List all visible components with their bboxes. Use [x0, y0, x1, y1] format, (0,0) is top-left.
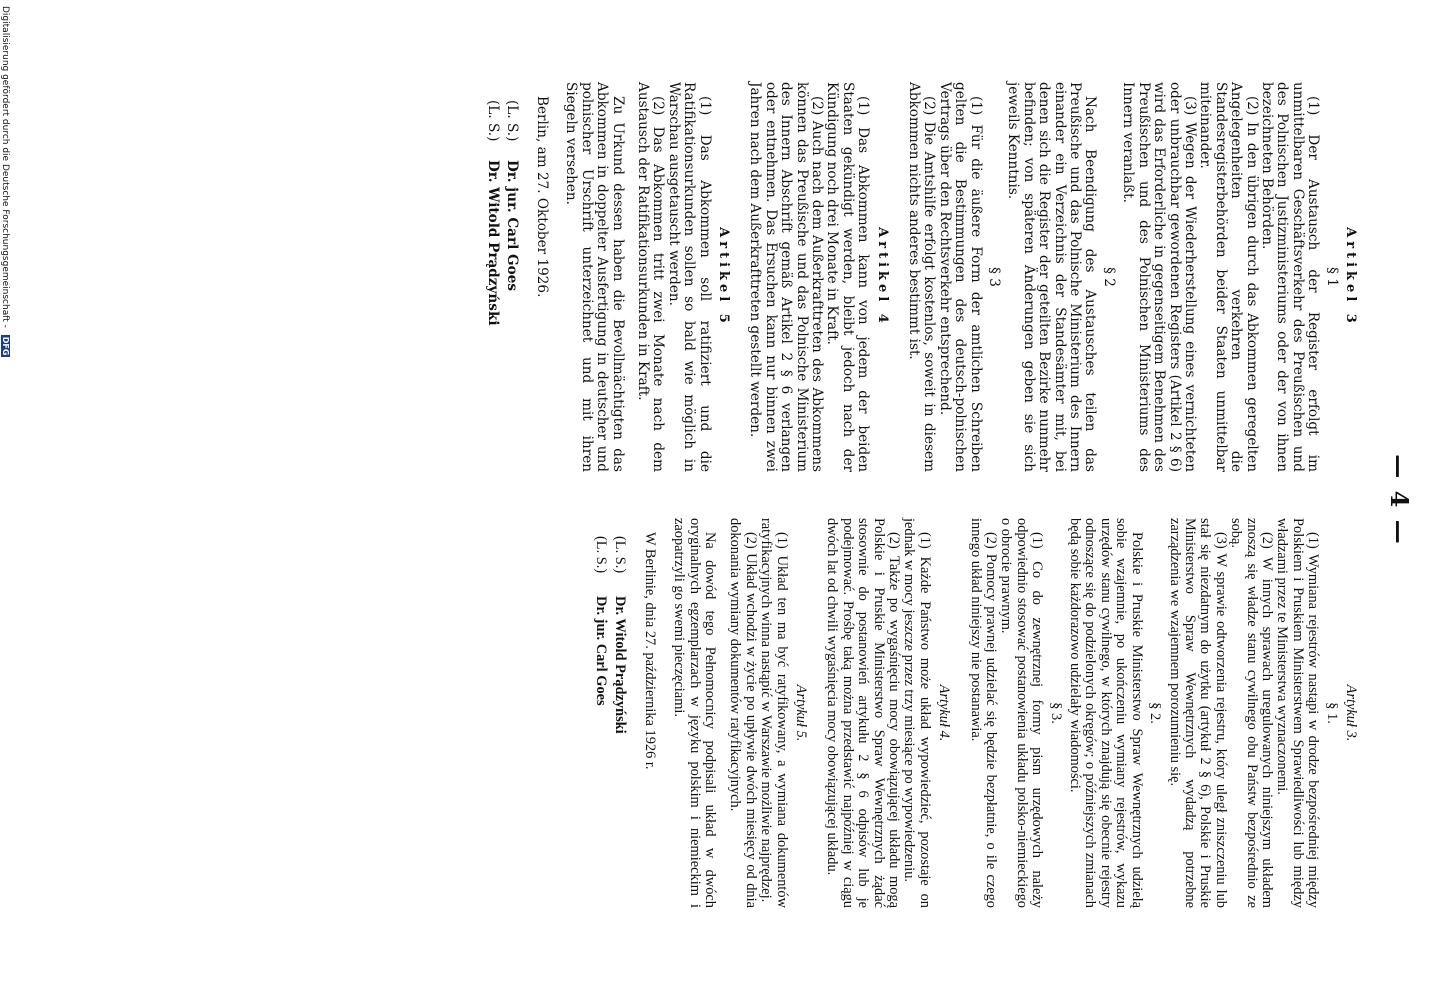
german-section2-heading: § 2 [1100, 267, 1117, 287]
polish-a5-paragraph1: (1) Układ ten ma być ratyfikowany, a wymiana dokumentów ratyfikacyjnych winna nastąpić w Warszawie możliwie najprędzej. [758, 518, 790, 908]
german-s3-paragraph2: (2) Die Amtshilfe erfolgt kostenlos, soweit in diesem Abkommen nichts anderes bestimmt ist. [906, 82, 938, 472]
german-section1-heading: § 1 [1323, 267, 1340, 287]
polish-section2-heading: § 2. [1147, 702, 1164, 724]
polish-place-date: W Berlinie, dnia 27. października 1926 r. [641, 532, 658, 770]
german-signature-row-1 [504, 82, 519, 472]
signer-name: Dr. jur. Carl Goes [592, 596, 609, 706]
german-s1-paragraph2: (2) In den übrigen durch das Abkommen geregelten Angelegenheiten verkehren die Standesregisterbehörden beider Staaten unmittelbar miteinander. [1197, 82, 1260, 472]
polish-s1-paragraph1: (1) Wymiana rejestrów nastąpi w drodze bezpośredniej między Polskiem i Pruskiem Ministerstwem Sprawiedliwości lub między władzami przez te Ministerstwa wyznaczonemi. [1274, 518, 1322, 908]
german-a4-paragraph2: (2) Auch nach dem Außerkrafttreten des Abkommens können das Preußische und das Polnische Ministerium des Innern Abschrift gemäß Artikel 2 § 6 verlangen oder entnehmen. Das Ersuchen kann nur binnen zwei Jahren nach dem Außerkrafttreten gestellt werden. [747, 82, 825, 472]
polish-article5-heading: Artykuł 5. [793, 684, 809, 742]
german-section3-heading: § 3 [986, 267, 1003, 287]
signer-name: Dr. Witold Prądzyński [485, 160, 502, 326]
polish-article3-heading: Artykuł 3. [1343, 684, 1359, 742]
dfg-logo: DFG [1, 336, 10, 356]
polish-s1-paragraph2: (2) W innych sprawach uregulowanych niniejszym układem znoszą się władze stanu cywilnego obu Państw bezpośrednio ze sobą. [1228, 518, 1275, 908]
polish-closing-paragraph: Na dowód tego Pełnomocnicy podpisali układ w dwóch oryginalnych egzemplarzach w języku polskim i niemieckim i zaopatrzyli go swemi pieczęciami. [671, 518, 718, 908]
seal-mark: (L. S.) [612, 536, 629, 574]
german-s2-paragraph1: Nach Beendigung des Austausches teilen das Preußische und das Polnische Ministerium des Innern einander ein Verzeichnis der Standesämter mit, bei denen sich die Register der geteilten Bezirke nunmehr befinden; von späteren Änderungen geben sie sich jeweils Kenntnis. [1005, 82, 1099, 472]
polish-a4-paragraph2: (2) Także po wygaśnięciu mocy obowiązującej układu mogą Polskie i Pruskie Ministerstwo Spraw Wewnętrznych żądać stosownie do postanowień artykułu 2 § 6 odpisów lub je podejmować. Prośbę taką można przedstawić najpóźniej w ciągu dwóch lat od chwili wygaśnięcia mocy obowiązującej układu. [824, 518, 903, 908]
polish-s2-paragraph1: Polskie i Pruskie Ministerstwo Spraw Wewnętrznych udzielą sobie wzajemnie, po ukończeniu wymiany rejestrów, wykazu urzędów stanu cywilnego, w których znajdują się obecnie rejestry odnoszące się do podzielonych okręgów; o późniejszych zmianach będą sobie każdorazowo udzielały wiadomości. [1067, 518, 1145, 908]
german-article3-heading: Artikel 3 [1343, 227, 1358, 327]
german-article5-heading: Artikel 5 [715, 227, 731, 327]
polish-signature-row-2 [593, 518, 608, 908]
polish-s3-paragraph1: (1) Co do zewnętrznej formy pism urzędowych należy odpowiednio stosować postanowienia układu polsko-niemieckiego o obrocie prawnym. [998, 518, 1046, 908]
signer-name: Dr. jur. Carl Goes [504, 160, 521, 292]
page-number: — 4 — [1385, 454, 1414, 546]
digitization-footer [0, 0, 10, 1006]
german-s1-paragraph1: (1) Der Austausch der Register erfolgt im unmittelbaren Geschäftsverkehr des Preußischen und des Polnischen Justizministeriums oder der von ihnen bezeichneten Behörden. [1258, 82, 1322, 472]
seal-mark: (L. S.) [592, 536, 609, 574]
german-place-date: Berlin, am 27. Oktober 1926. [533, 96, 550, 298]
german-article4-heading: Artikel 4 [874, 227, 890, 327]
german-s1-paragraph3: (3) Wegen der Wiederherstellung eines vernichteten oder unbrauchbar gewordenen Registers (Artikel 2 § 6) wird das Erforderliche in gegenseitigem Benehmen des Preußischen und des Polnischen Ministeriums des Innern veranlaßt. [1120, 82, 1198, 472]
seal-mark: (L. S.) [485, 100, 502, 142]
german-closing-paragraph: Zu Urkund dessen haben die Bevollmächtigten das Abkommen in doppelter Ausfertigung in deutscher und polnischer Urschrift unterzeichnet und mit ihren Siegeln versehen. [563, 82, 626, 472]
footer-text: Digitalisierung gefördert durch die Deutsche Forschungsgemeinschaft - [0, 6, 10, 328]
seal-mark: (L. S.) [504, 100, 521, 142]
polish-signature-row-1 [612, 518, 627, 908]
polish-section3-heading: § 3. [1047, 702, 1064, 724]
polish-s1-paragraph3: (3) W sprawie odtworzenia rejestru, który uległ zniszczeniu lub stał się niezdatnym do użytku (artykuł 2 § 6), Polskie i Pruskie Ministerstwo Spraw Wewnętrznych wydadzą potrzebne zarządzenia we wzajemnem porozumieniu się. [1166, 518, 1229, 908]
german-a4-paragraph1: (1) Das Abkommen kann von jedem der beiden Staaten gekündigt werden, bleibt jedoch nach der Kündigung noch drei Monate in Kraft. [824, 82, 872, 472]
polish-section1-heading: § 1. [1323, 702, 1340, 724]
german-s3-paragraph1: (1) Für die äußere Form der amtlichen Schreiben gelten die Bestimmungen des deutsch-polnischen Vertrags über den Rechtsverkehr entsprechend. [936, 82, 984, 472]
polish-article4-heading: Artykuł 4. [936, 684, 953, 742]
german-a5-paragraph1: (1) Das Abkommen soll ratifiziert und die Ratifikationsurkunden sollen so bald wie möglich in Warschau ausgetauscht werden. [665, 82, 713, 472]
polish-column [593, 518, 1364, 908]
signer-name: Dr. Witold Prądzyński [612, 596, 629, 734]
polish-a4-paragraph1: (1) Każde Państwo może układ wypowiedzieć, pozostaje on jednak w mocy jeszcze przez trzy miesiące po wypowiedzeniu. [901, 518, 933, 908]
german-signature-row-2 [485, 82, 500, 472]
polish-a5-paragraph2: (2) Układ wchodzi w życie po upływie dwóch miesięcy od dnia dokonania wymiany dokumentów ratyfikacyjnych. [727, 518, 759, 908]
german-column [485, 82, 1364, 472]
polish-s3-paragraph2: (2) Pomocy prawnej udzielać się będzie bezpłatnie, o ile czego innego układ niniejszy nie postanawia. [967, 518, 1000, 908]
german-a5-paragraph2: (2) Das Abkommen tritt zwei Monate nach dem Austausch der Ratifikationsurkunden in Kraft. [634, 82, 667, 472]
